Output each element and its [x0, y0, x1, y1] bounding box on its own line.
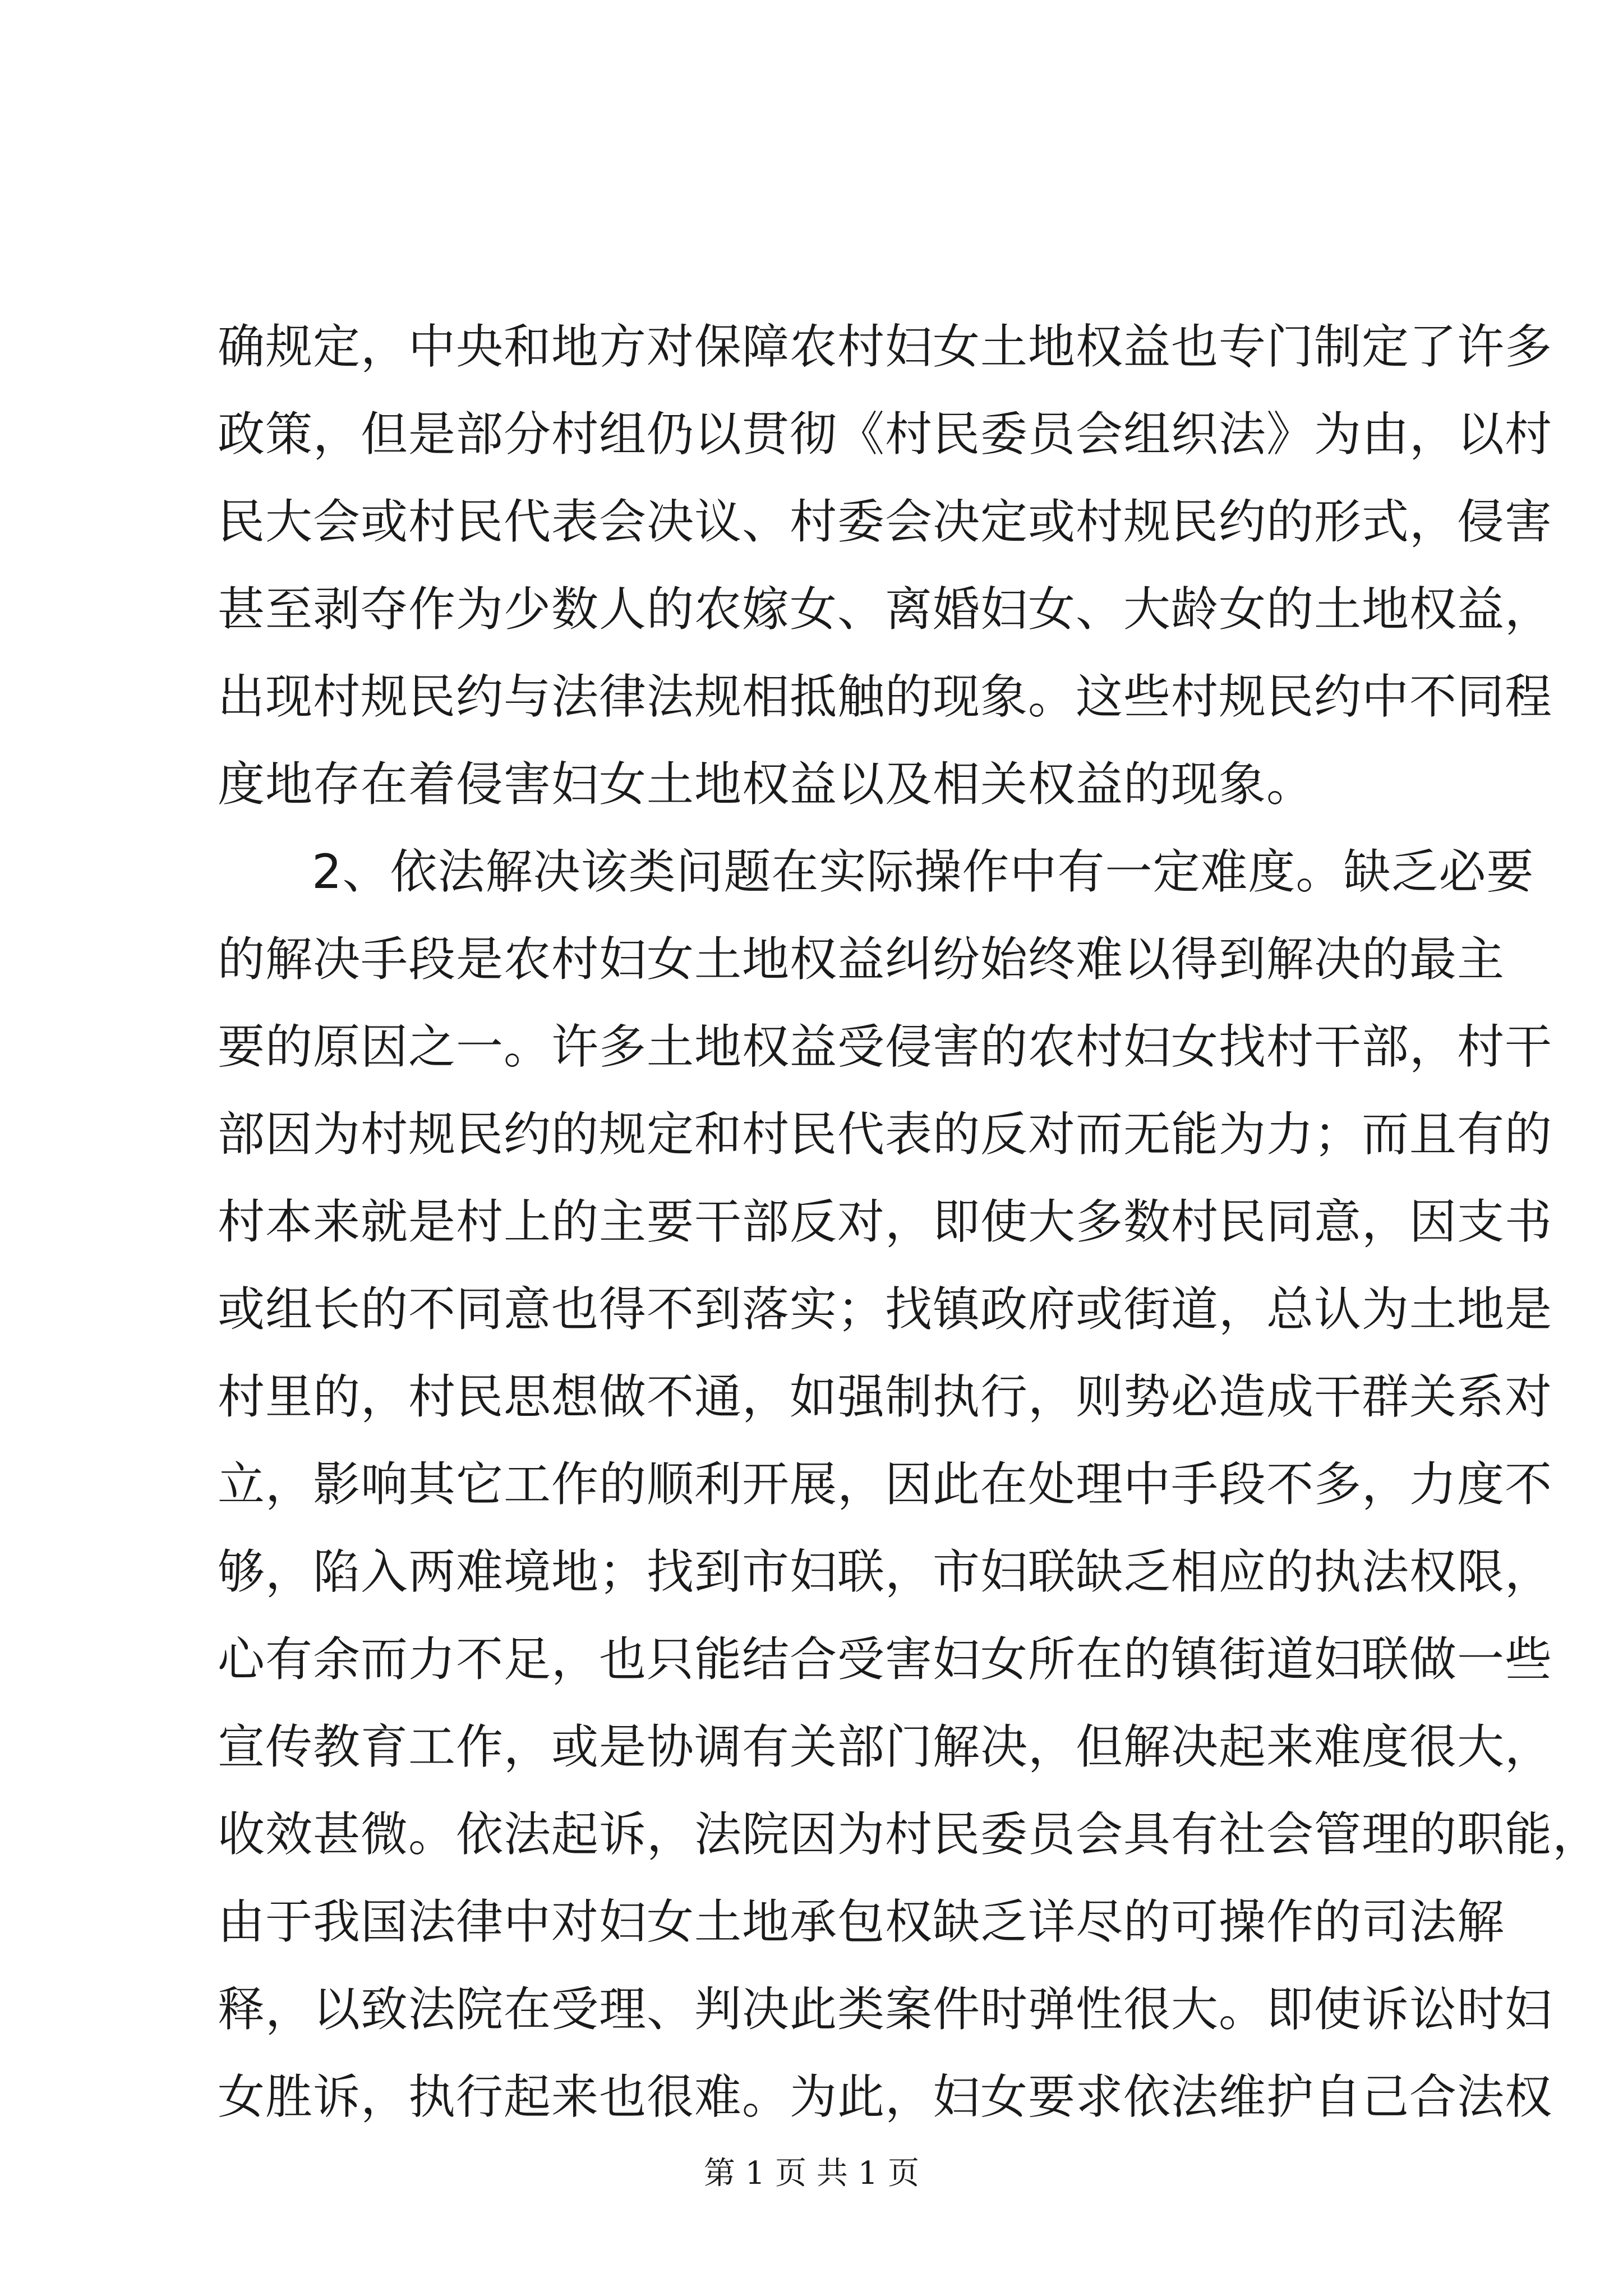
- page-number-label: 第 1 页 共 1 页: [703, 2155, 920, 2192]
- text-line: 或组长的不同意也得不到落实；找镇政府或街道，总认为土地是: [218, 1282, 1553, 1337]
- text-line: 立，影响其它工作的顺利开展，因此在处理中手段不多，力度不: [218, 1457, 1553, 1512]
- text-line: 村里的，村民思想做不通，如强制执行，则势必造成干群关系对: [218, 1369, 1553, 1424]
- text-line: 释，以致法院在受理、判决此类案件时弹性很大。即使诉讼时妇: [218, 1982, 1553, 2037]
- body-text: [218, 303, 1601, 2141]
- text-line: 确规定，中央和地方对保障农村妇女土地权益也专门制定了许多: [218, 319, 1553, 374]
- text-line: 度地存在着侵害妇女土地权益以及相关权益的现象。: [218, 757, 1315, 812]
- text-line: 2、依法解决该类问题在实际操作中有一定难度。缺乏必要: [312, 844, 1534, 899]
- text-line: 够，陷入两难境地；找到市妇联，市妇联缺乏相应的执法权限，: [218, 1544, 1553, 1599]
- text-line: 出现村规民约与法律法规相抵触的现象。这些村规民约中不同程: [218, 669, 1553, 724]
- text-line: 的解决手段是农村妇女土地权益纠纷始终难以得到解决的最主: [218, 932, 1505, 987]
- text-line: 甚至剥夺作为少数人的农嫁女、离婚妇女、大龄女的土地权益，: [218, 582, 1553, 637]
- text-line: 女胜诉，执行起来也很难。为此，妇女要求依法维护自己合法权: [218, 2069, 1553, 2124]
- page-footer: [0, 2148, 1623, 2193]
- text-line: 收效甚微。依法起诉，法院因为村民委员会具有社会管理的职能，: [218, 1807, 1601, 1862]
- text-line: 政策，但是部分村组仍以贯彻《村民委员会组织法》为由，以村: [218, 407, 1553, 462]
- text-line: 村本来就是村上的主要干部反对，即使大多数村民同意，因支书: [218, 1194, 1553, 1249]
- text-line: 宣传教育工作，或是协调有关部门解决，但解决起来难度很大，: [218, 1719, 1553, 1774]
- text-line: 要的原因之一。许多土地权益受侵害的农村妇女找村干部，村干: [218, 1019, 1553, 1074]
- text-line: 由于我国法律中对妇女土地承包权缺乏详尽的可操作的司法解: [218, 1894, 1505, 1949]
- text-line: 部因为村规民约的规定和村民代表的反对而无能为力；而且有的: [218, 1107, 1553, 1162]
- text-line: 心有余而力不足，也只能结合受害妇女所在的镇街道妇联做一些: [218, 1632, 1553, 1687]
- text-line: 民大会或村民代表会决议、村委会决定或村规民约的形式，侵害: [218, 494, 1553, 549]
